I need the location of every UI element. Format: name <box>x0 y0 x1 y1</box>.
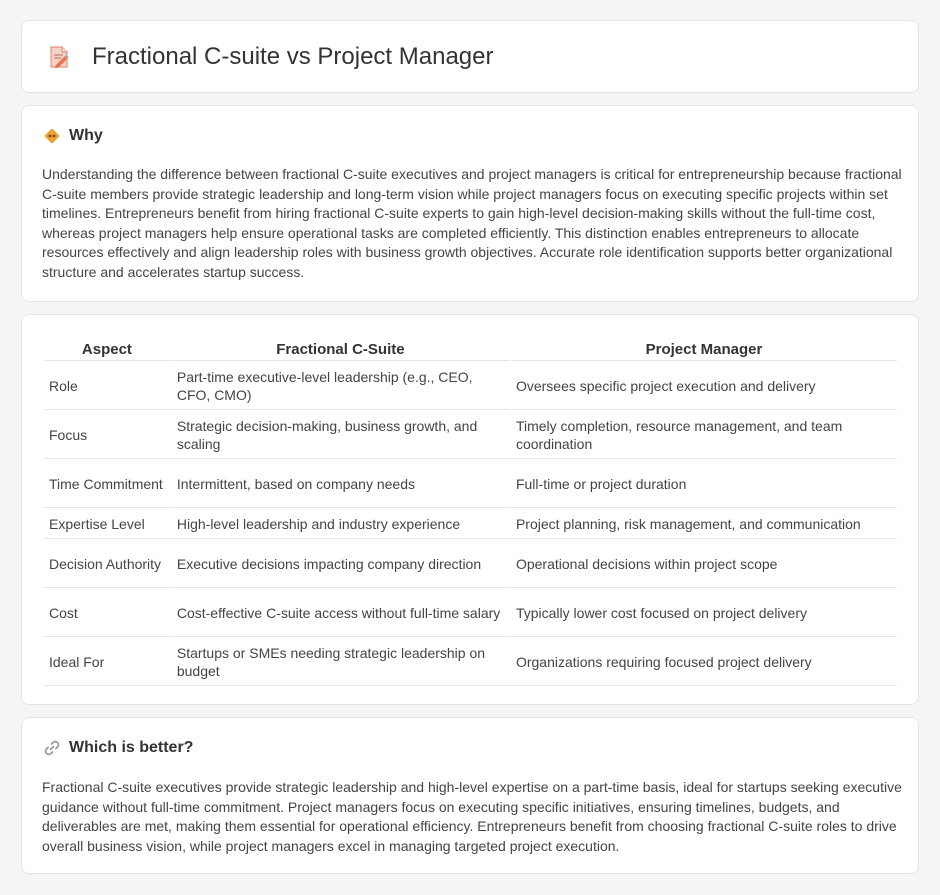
aspect-cell: Expertise Level <box>44 510 170 539</box>
header-aspect: Aspect <box>44 337 170 361</box>
aspect-cell: Cost <box>44 590 170 637</box>
aspect-cell: Ideal For <box>44 639 170 686</box>
comparison-table <box>42 335 899 688</box>
table-header-row <box>44 337 897 361</box>
aspect-cell: Focus <box>44 412 170 459</box>
which-is-better-card <box>21 717 919 874</box>
table-row <box>44 363 897 410</box>
project-manager-cell: Full-time or project duration <box>511 461 897 508</box>
table-row <box>44 461 897 508</box>
project-manager-cell: Typically lower cost focused on project delivery <box>511 590 897 637</box>
diamond-signal-icon <box>43 127 61 145</box>
page-title: Fractional C-suite vs Project Manager <box>92 43 494 70</box>
link-icon <box>43 739 61 757</box>
table-row <box>44 412 897 459</box>
aspect-cell: Decision Authority <box>44 541 170 588</box>
why-paragraph: Understanding the difference between fractional C-suite executives and project managers is critical for entrepreneurship because fractional C-suite members provide strategic leadership and long-term vision while project managers focus on executing specific projects within set timelines. Entrepreneurs benefit from hiring fractional C-suite experts to gain high-level decision-making skills without the full-time cost, whereas project managers help ensure operational tasks are completed efficiently. This distinction enables entrepreneurs to allocate resources effectively and align leadership roles with business growth objectives. Accurate role identification supports better organizational structure and accelerates startup success. <box>42 166 902 280</box>
which-is-better-heading: Which is better? <box>69 739 194 756</box>
fractional-cell: Part-time executive-level leadership (e.g., CEO, CFO, CMO) <box>172 363 509 410</box>
project-manager-cell: Project planning, risk management, and communication <box>511 510 897 539</box>
why-card <box>21 105 919 302</box>
fractional-cell: Startups or SMEs needing strategic leadership on budget <box>172 639 509 686</box>
project-manager-cell: Organizations requiring focused project delivery <box>511 639 897 686</box>
aspect-cell: Time Commitment <box>44 461 170 508</box>
fractional-cell: Intermittent, based on company needs <box>172 461 509 508</box>
fractional-cell: High-level leadership and industry experience <box>172 510 509 539</box>
title-card <box>21 20 919 93</box>
table-row <box>44 541 897 588</box>
table-row <box>44 510 897 539</box>
which-is-better-paragraph: Fractional C-suite executives provide strategic leadership and high-level expertise on a part-time basis, ideal for startups seeking executive guidance without full-time commitment. Project managers focus on executing specific initiatives, ensuring timelines, budgets, and deliverables are met, making them essential for operational efficiency. Entrepreneurs benefit from choosing fractional C-suite roles to drive overall business vision, while project managers excel in managing targeted project execution. <box>42 779 902 854</box>
aspect-cell: Role <box>44 363 170 410</box>
table-row <box>44 590 897 637</box>
project-manager-cell: Operational decisions within project scope <box>511 541 897 588</box>
fractional-cell: Executive decisions impacting company direction <box>172 541 509 588</box>
comparison-card <box>21 314 919 705</box>
document-pencil-icon <box>46 44 72 70</box>
project-manager-cell: Oversees specific project execution and delivery <box>511 363 897 410</box>
header-fractional-c-suite: Fractional C-Suite <box>172 337 509 361</box>
fractional-cell: Strategic decision-making, business growth, and scaling <box>172 412 509 459</box>
project-manager-cell: Timely completion, resource management, and team coordination <box>511 412 897 459</box>
fractional-cell: Cost-effective C-suite access without full-time salary <box>172 590 509 637</box>
why-heading: Why <box>69 127 103 144</box>
table-row <box>44 639 897 686</box>
header-project-manager: Project Manager <box>511 337 897 361</box>
